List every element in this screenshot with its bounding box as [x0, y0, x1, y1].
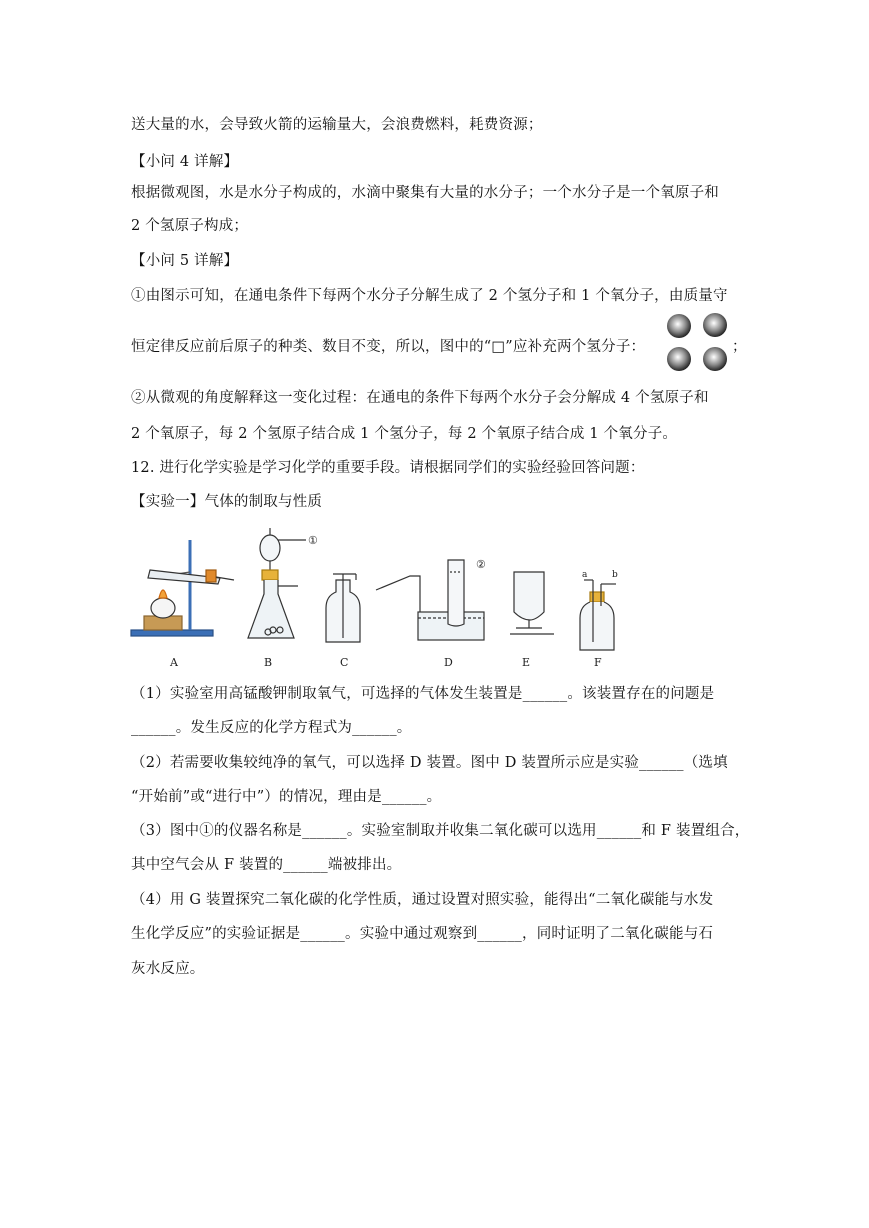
semicolon: ；	[732, 339, 747, 355]
label-c: C	[340, 656, 349, 669]
hydrogen-atom	[667, 314, 691, 338]
label-b: B	[264, 656, 273, 669]
section-heading: 【实验一】气体的制取与性质	[131, 494, 323, 510]
question-line: （3）图中①的仪器名称是______。实验室制取并收集二氧化碳可以选用______和 F 装置组合，	[131, 823, 750, 839]
port-b: b	[612, 570, 618, 580]
text-line: 恒定律反应前后原子的种类、数目不变，所以，图中的“□”应补充两个氢分子：	[131, 339, 646, 355]
label-e: E	[522, 656, 531, 669]
text-line: ①由图示可知，在通电条件下每两个水分子分解生成了 2 个氢分子和 1 个氧分子，由质量守	[131, 288, 728, 304]
hydrogen-molecules-figure	[664, 312, 730, 374]
question-line: 生化学反应”的实验证据是______。实验中通过观察到______，同时证明了二氧化碳能与石	[131, 926, 714, 942]
section-heading: 【小问 4 详解】	[131, 154, 239, 170]
text-line: ②从微观的角度解释这一变化过程：在通电的条件下每两个水分子会分解成 4 个氢原子和	[131, 390, 709, 406]
marker-2: ②	[476, 558, 486, 571]
question-title: 12. 进行化学实验是学习化学的重要手段。请根据同学们的实验经验回答问题：	[131, 460, 645, 476]
question-line: （1）实验室用高锰酸钾制取氧气，可选择的气体发生装置是______。该装置存在的问题是	[131, 686, 715, 702]
question-line: “开始前”或“进行中”）的情况，理由是______。	[131, 789, 442, 805]
question-line: （4）用 G 装置探究二氧化碳的化学性质，通过设置对照实验，能得出“二氧化碳能与水发	[131, 892, 714, 908]
apparatus-b	[248, 528, 306, 638]
label-f: F	[594, 656, 602, 669]
apparatus-d	[376, 560, 484, 640]
hydrogen-atom	[703, 313, 727, 337]
port-a: a	[582, 570, 588, 580]
question-line: ______。发生反应的化学方程式为______。	[131, 720, 412, 736]
text-line: 根据微观图，水是水分子构成的，水滴中聚集有大量的水分子；一个水分子是一个氧原子和	[131, 185, 719, 201]
label-a: A	[170, 656, 178, 669]
label-d: D	[444, 656, 453, 669]
marker-1: ①	[308, 534, 318, 547]
question-line: 灰水反应。	[131, 961, 205, 977]
apparatus-f	[580, 580, 616, 650]
hydrogen-atom	[703, 347, 727, 371]
section-heading: 【小问 5 详解】	[131, 253, 239, 269]
text-line: 2 个氧原子，每 2 个氢原子结合成 1 个氢分子，每 2 个氧原子结合成 1 个氧分子。	[131, 426, 678, 442]
text-line: 2 个氢原子构成；	[131, 218, 249, 234]
apparatus-e	[510, 572, 554, 634]
apparatus-a	[131, 540, 234, 636]
lab-apparatus-figure	[128, 520, 628, 672]
question-line: （2）若需要收集较纯净的氧气，可以选择 D 装置。图中 D 装置所示应是实验______（选填	[131, 755, 728, 771]
text-line: 送大量的水，会导致火箭的运输量大，会浪费燃料，耗费资源；	[131, 117, 543, 133]
hydrogen-atom	[667, 347, 691, 371]
question-line: 其中空气会从 F 装置的______端被排出。	[131, 857, 402, 873]
apparatus-c	[326, 574, 360, 642]
